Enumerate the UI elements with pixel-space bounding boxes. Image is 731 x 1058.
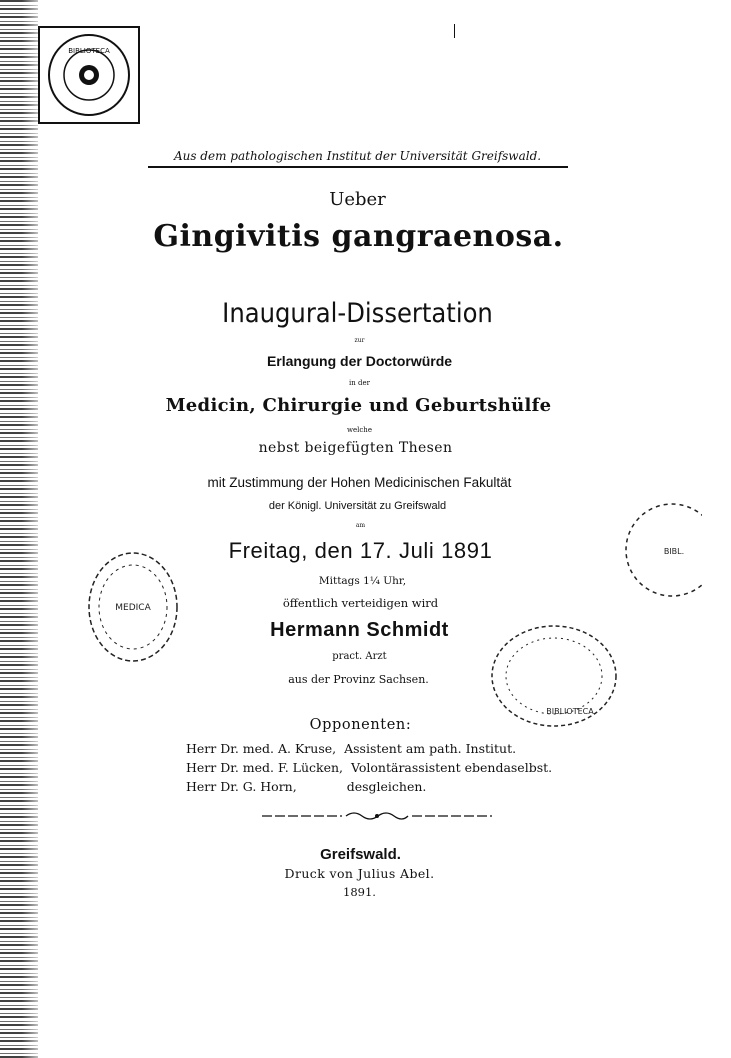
defense-time: Mittags 1¼ Uhr, [318, 575, 407, 587]
stamp-right-top-label: BIBL. [663, 547, 685, 556]
title-pre: Ueber [329, 189, 386, 210]
dissertation-heading: Inaugural-Dissertation [222, 298, 493, 329]
imprint-year: 1891. [343, 885, 376, 899]
word-zur: zur [354, 337, 365, 344]
opponent-name: Herr Dr. med. F. Lücken, [186, 760, 344, 775]
word-am: am [355, 522, 366, 529]
author-title: pract. Arzt [332, 651, 387, 662]
defense-date: Freitag, den 17. Juli 1891 [228, 538, 493, 563]
imprint-city: Greifswald. [320, 846, 401, 863]
opponent-row [186, 741, 516, 756]
opponent-name: Herr Dr. med. A. Kruse, [186, 741, 337, 756]
word-in-der: in der [349, 379, 370, 387]
defense-note: öffentlich verteidigen wird [282, 596, 439, 610]
opponent-role: Volontärassistent ebendaselbst. [351, 760, 553, 775]
author-name: Hermann Schmidt [270, 619, 449, 641]
institute-header: Aus dem pathologischen Institut der Universität Greifswald. [173, 149, 542, 163]
author-origin: aus der Provinz Sachsen. [288, 673, 429, 686]
opponents-heading: Opponenten: [309, 717, 412, 733]
opponent-row [186, 760, 552, 775]
dissertation-line-3: mit Zustimmung der Hohen Medicinischen Fakultät [207, 475, 512, 490]
dissertation-line-1: Erlangung der Doctorwürde [266, 353, 453, 369]
stamp-left-label: MEDICA [115, 603, 151, 613]
opponent-role: desgleichen. [346, 779, 427, 794]
word-welche: welche [347, 426, 372, 434]
ink-mark [454, 24, 455, 38]
imprint-printer: Druck von Julius Abel. [284, 866, 435, 881]
ornamental-divider [262, 810, 492, 822]
dissertation-line-2: nebst beigefügten Thesen [258, 440, 453, 456]
page-title: Gingivitis gangraenosa. [153, 219, 564, 254]
opponent-role: Assistent am path. Institut. [344, 741, 517, 756]
stamp-top-left-label: BIBLIOTECA [68, 47, 110, 55]
faculty-line: Medicin, Chirurgie und Geburtshülfe [165, 395, 552, 416]
header-rule [148, 166, 568, 168]
library-stamp-top-left [38, 26, 140, 124]
dissertation-line-4: der Königl. Universität zu Greifswald [268, 500, 447, 512]
opponent-name: Herr Dr. G. Horn, [186, 779, 297, 794]
opponent-row [186, 779, 426, 794]
stamp-right-mid-label: BIBLIOTECA [546, 707, 594, 716]
